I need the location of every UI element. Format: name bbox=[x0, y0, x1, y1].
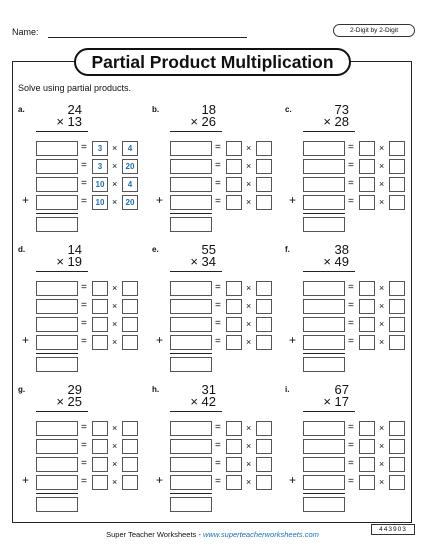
times-sign: × bbox=[112, 337, 118, 347]
factor-box-1[interactable]: 10 bbox=[92, 195, 108, 210]
factor-box-1[interactable] bbox=[226, 141, 242, 156]
factor-box-1[interactable] bbox=[226, 195, 242, 210]
equals-sign: = bbox=[81, 300, 87, 311]
times-sign: × bbox=[246, 179, 252, 189]
equals-sign: = bbox=[348, 318, 354, 329]
times-sign: × bbox=[379, 441, 385, 451]
equals-sign: = bbox=[81, 336, 87, 347]
equals-sign: = bbox=[81, 178, 87, 189]
times-sign: × bbox=[246, 197, 252, 207]
partial-product-row bbox=[152, 475, 272, 491]
partial-product-row bbox=[18, 439, 138, 455]
factor-box-1[interactable] bbox=[226, 457, 242, 472]
partial-product-row bbox=[285, 475, 405, 491]
factor-box-2[interactable] bbox=[256, 421, 272, 436]
times-sign: × bbox=[379, 459, 385, 469]
equals-sign: = bbox=[348, 160, 354, 171]
equals-sign: = bbox=[215, 318, 221, 329]
factor-box-2[interactable] bbox=[389, 299, 405, 314]
factor-box-1[interactable] bbox=[226, 159, 242, 174]
equals-sign: = bbox=[348, 458, 354, 469]
multiplier: × 28 bbox=[323, 114, 349, 129]
multiplicand: 29 bbox=[67, 382, 82, 397]
times-sign: × bbox=[246, 337, 252, 347]
factor-box-1[interactable] bbox=[226, 475, 242, 490]
factor-box-1[interactable] bbox=[359, 281, 375, 296]
equals-sign: = bbox=[215, 282, 221, 293]
times-sign: × bbox=[379, 179, 385, 189]
sum-rule bbox=[36, 353, 78, 354]
factor-box-1[interactable] bbox=[359, 177, 375, 192]
factor-box-2[interactable] bbox=[122, 475, 138, 490]
sum-rule bbox=[170, 353, 212, 354]
equals-sign: = bbox=[215, 300, 221, 311]
plus-sign: + bbox=[289, 473, 297, 487]
plus-sign: + bbox=[156, 333, 164, 347]
partial-product-row bbox=[18, 421, 138, 437]
partial-product-box[interactable] bbox=[170, 439, 212, 454]
sum-rule bbox=[36, 213, 78, 214]
partial-product-box[interactable] bbox=[36, 317, 78, 332]
problem-rule bbox=[36, 271, 88, 272]
times-sign: × bbox=[246, 319, 252, 329]
partial-product-row bbox=[285, 421, 405, 437]
factor-box-2[interactable] bbox=[122, 439, 138, 454]
equals-sign: = bbox=[215, 178, 221, 189]
partial-product-box[interactable] bbox=[170, 281, 212, 296]
equals-sign: = bbox=[81, 440, 87, 451]
multiplicand: 73 bbox=[334, 102, 349, 117]
factor-box-2[interactable] bbox=[256, 195, 272, 210]
plus-sign: + bbox=[289, 333, 297, 347]
partial-product-row bbox=[152, 317, 272, 333]
problem-label: c. bbox=[285, 105, 292, 114]
times-sign: × bbox=[112, 477, 118, 487]
problem-rule bbox=[170, 131, 222, 132]
factor-box-1[interactable] bbox=[92, 457, 108, 472]
final-answer-box[interactable] bbox=[170, 357, 212, 372]
multiplier: × 42 bbox=[190, 394, 216, 409]
problem-d bbox=[18, 242, 138, 375]
factor-box-1[interactable] bbox=[92, 335, 108, 350]
plus-sign: + bbox=[156, 193, 164, 207]
partial-product-row bbox=[285, 281, 405, 297]
times-sign: × bbox=[379, 477, 385, 487]
equals-sign: = bbox=[348, 142, 354, 153]
partial-product-box[interactable] bbox=[303, 177, 345, 192]
factor-box-1[interactable] bbox=[92, 439, 108, 454]
partial-product-box[interactable] bbox=[170, 299, 212, 314]
multiplicand: 38 bbox=[334, 242, 349, 257]
partial-product-box[interactable] bbox=[36, 195, 78, 210]
partial-product-row bbox=[18, 281, 138, 297]
factor-box-2[interactable] bbox=[122, 299, 138, 314]
partial-product-row bbox=[18, 177, 138, 193]
partial-product-row bbox=[152, 159, 272, 175]
equals-sign: = bbox=[348, 196, 354, 207]
plus-sign: + bbox=[22, 193, 30, 207]
factor-box-1[interactable] bbox=[226, 421, 242, 436]
times-sign: × bbox=[112, 179, 118, 189]
partial-product-row bbox=[152, 457, 272, 473]
problem-g bbox=[18, 382, 138, 515]
final-answer-box[interactable] bbox=[303, 357, 345, 372]
equals-sign: = bbox=[81, 458, 87, 469]
partial-product-box[interactable] bbox=[36, 475, 78, 490]
times-sign: × bbox=[379, 283, 385, 293]
partial-product-box[interactable] bbox=[303, 335, 345, 350]
problem-rule bbox=[170, 271, 222, 272]
name-label: Name: bbox=[12, 27, 39, 37]
factor-box-2[interactable]: 4 bbox=[122, 177, 138, 192]
partial-product-box[interactable] bbox=[303, 159, 345, 174]
factor-box-2[interactable] bbox=[389, 475, 405, 490]
problem-label: a. bbox=[18, 105, 25, 114]
times-sign: × bbox=[112, 459, 118, 469]
factor-box-1[interactable] bbox=[92, 475, 108, 490]
partial-product-row bbox=[152, 299, 272, 315]
multiplier: × 17 bbox=[323, 394, 349, 409]
equals-sign: = bbox=[81, 422, 87, 433]
partial-product-row bbox=[285, 159, 405, 175]
problem-rule bbox=[36, 131, 88, 132]
partial-product-box[interactable] bbox=[303, 421, 345, 436]
factor-box-2[interactable]: 20 bbox=[122, 159, 138, 174]
factor-box-1[interactable]: 3 bbox=[92, 141, 108, 156]
factor-box-1[interactable] bbox=[359, 421, 375, 436]
times-sign: × bbox=[112, 301, 118, 311]
problem-rule bbox=[36, 411, 88, 412]
plus-sign: + bbox=[289, 193, 297, 207]
footer-brand: Super Teacher Worksheets - bbox=[106, 530, 203, 539]
problem-label: f. bbox=[285, 245, 290, 254]
factor-box-1[interactable]: 3 bbox=[92, 159, 108, 174]
factor-box-1[interactable] bbox=[92, 317, 108, 332]
factor-box-2[interactable] bbox=[256, 335, 272, 350]
equals-sign: = bbox=[348, 178, 354, 189]
equals-sign: = bbox=[81, 160, 87, 171]
plus-sign: + bbox=[22, 333, 30, 347]
equals-sign: = bbox=[348, 300, 354, 311]
partial-product-box[interactable] bbox=[36, 421, 78, 436]
problem-rule bbox=[303, 131, 355, 132]
factor-box-2[interactable] bbox=[389, 439, 405, 454]
partial-product-box[interactable] bbox=[36, 457, 78, 472]
partial-product-row bbox=[18, 299, 138, 315]
factor-box-1[interactable] bbox=[359, 439, 375, 454]
factor-box-2[interactable] bbox=[389, 281, 405, 296]
sum-rule bbox=[303, 493, 345, 494]
multiplicand: 31 bbox=[201, 382, 216, 397]
sum-rule bbox=[303, 353, 345, 354]
times-sign: × bbox=[112, 283, 118, 293]
equals-sign: = bbox=[81, 476, 87, 487]
partial-product-row bbox=[152, 281, 272, 297]
factor-box-2[interactable] bbox=[389, 177, 405, 192]
partial-product-box[interactable] bbox=[303, 457, 345, 472]
multiplier: × 13 bbox=[56, 114, 82, 129]
equals-sign: = bbox=[81, 282, 87, 293]
times-sign: × bbox=[246, 161, 252, 171]
equals-sign: = bbox=[348, 422, 354, 433]
partial-product-row bbox=[152, 141, 272, 157]
times-sign: × bbox=[379, 301, 385, 311]
factor-box-1[interactable] bbox=[226, 281, 242, 296]
sum-rule bbox=[303, 213, 345, 214]
factor-box-2[interactable] bbox=[122, 421, 138, 436]
partial-product-box[interactable] bbox=[36, 177, 78, 192]
partial-product-box[interactable] bbox=[36, 141, 78, 156]
partial-product-box[interactable] bbox=[303, 439, 345, 454]
worksheet-code: 443903 bbox=[371, 524, 415, 535]
equals-sign: = bbox=[215, 336, 221, 347]
partial-product-box[interactable] bbox=[36, 299, 78, 314]
times-sign: × bbox=[246, 441, 252, 451]
footer bbox=[0, 530, 425, 539]
factor-box-1[interactable] bbox=[226, 177, 242, 192]
equals-sign: = bbox=[348, 476, 354, 487]
factor-box-1[interactable] bbox=[226, 439, 242, 454]
equals-sign: = bbox=[215, 142, 221, 153]
partial-product-row bbox=[18, 335, 138, 351]
factor-box-1[interactable] bbox=[359, 195, 375, 210]
partial-product-row bbox=[285, 299, 405, 315]
problem-label: d. bbox=[18, 245, 26, 254]
partial-product-box[interactable] bbox=[303, 281, 345, 296]
factor-box-1[interactable] bbox=[359, 299, 375, 314]
final-answer-box[interactable] bbox=[170, 497, 212, 512]
partial-product-box[interactable] bbox=[170, 475, 212, 490]
equals-sign: = bbox=[215, 160, 221, 171]
partial-product-row bbox=[285, 141, 405, 157]
problem-rule bbox=[170, 411, 222, 412]
partial-product-box[interactable] bbox=[303, 195, 345, 210]
times-sign: × bbox=[112, 161, 118, 171]
times-sign: × bbox=[112, 319, 118, 329]
factor-box-2[interactable] bbox=[389, 421, 405, 436]
partial-product-box[interactable] bbox=[36, 159, 78, 174]
times-sign: × bbox=[246, 143, 252, 153]
partial-product-row bbox=[285, 439, 405, 455]
factor-box-1[interactable] bbox=[92, 421, 108, 436]
factor-box-2[interactable] bbox=[389, 317, 405, 332]
multiplier: × 25 bbox=[56, 394, 82, 409]
footer-url[interactable]: www.superteacherworksheets.com bbox=[202, 530, 319, 539]
times-sign: × bbox=[112, 197, 118, 207]
factor-box-2[interactable] bbox=[256, 159, 272, 174]
problem-h bbox=[152, 382, 272, 515]
sum-rule bbox=[36, 493, 78, 494]
partial-product-box[interactable] bbox=[170, 141, 212, 156]
partial-product-row bbox=[152, 421, 272, 437]
problem-rule bbox=[303, 271, 355, 272]
final-answer-box[interactable] bbox=[303, 497, 345, 512]
partial-product-row bbox=[285, 317, 405, 333]
equals-sign: = bbox=[348, 282, 354, 293]
problem-label: i. bbox=[285, 385, 290, 394]
sum-rule bbox=[170, 213, 212, 214]
factor-box-1[interactable] bbox=[359, 475, 375, 490]
equals-sign: = bbox=[215, 196, 221, 207]
partial-product-row bbox=[18, 457, 138, 473]
factor-box-2[interactable] bbox=[389, 335, 405, 350]
times-sign: × bbox=[246, 283, 252, 293]
factor-box-2[interactable] bbox=[389, 159, 405, 174]
partial-product-box[interactable] bbox=[170, 177, 212, 192]
factor-box-1[interactable]: 10 bbox=[92, 177, 108, 192]
factor-box-2[interactable] bbox=[122, 457, 138, 472]
multiplicand: 24 bbox=[67, 102, 82, 117]
partial-product-row bbox=[18, 159, 138, 175]
factor-box-1[interactable] bbox=[92, 299, 108, 314]
equals-sign: = bbox=[215, 440, 221, 451]
partial-product-row bbox=[152, 335, 272, 351]
times-sign: × bbox=[246, 423, 252, 433]
times-sign: × bbox=[112, 423, 118, 433]
factor-box-2[interactable] bbox=[122, 317, 138, 332]
factor-box-2[interactable] bbox=[389, 457, 405, 472]
partial-product-row bbox=[18, 475, 138, 491]
final-answer-box[interactable] bbox=[36, 217, 78, 232]
equals-sign: = bbox=[81, 196, 87, 207]
equals-sign: = bbox=[215, 476, 221, 487]
factor-box-2[interactable] bbox=[122, 335, 138, 350]
factor-box-1[interactable] bbox=[226, 317, 242, 332]
partial-product-box[interactable] bbox=[303, 317, 345, 332]
partial-product-box[interactable] bbox=[170, 195, 212, 210]
factor-box-1[interactable] bbox=[359, 317, 375, 332]
partial-product-box[interactable] bbox=[303, 141, 345, 156]
factor-box-2[interactable] bbox=[256, 457, 272, 472]
multiplicand: 55 bbox=[201, 242, 216, 257]
problem-c bbox=[285, 102, 405, 235]
multiplicand: 67 bbox=[334, 382, 349, 397]
factor-box-2[interactable] bbox=[256, 299, 272, 314]
partial-product-row bbox=[152, 439, 272, 455]
partial-product-box[interactable] bbox=[36, 439, 78, 454]
final-answer-box[interactable] bbox=[303, 217, 345, 232]
final-answer-box[interactable] bbox=[170, 217, 212, 232]
equals-sign: = bbox=[215, 458, 221, 469]
factor-box-2[interactable] bbox=[256, 141, 272, 156]
partial-product-row bbox=[285, 335, 405, 351]
times-sign: × bbox=[379, 143, 385, 153]
factor-box-1[interactable] bbox=[226, 299, 242, 314]
times-sign: × bbox=[379, 161, 385, 171]
final-answer-box[interactable] bbox=[36, 497, 78, 512]
name-line[interactable] bbox=[48, 37, 247, 38]
factor-box-2[interactable] bbox=[256, 317, 272, 332]
partial-product-row bbox=[285, 195, 405, 211]
problem-label: h. bbox=[152, 385, 160, 394]
times-sign: × bbox=[246, 477, 252, 487]
factor-box-2[interactable]: 20 bbox=[122, 195, 138, 210]
final-answer-box[interactable] bbox=[36, 357, 78, 372]
problem-e bbox=[152, 242, 272, 375]
partial-product-box[interactable] bbox=[36, 281, 78, 296]
problem-label: g. bbox=[18, 385, 26, 394]
factor-box-2[interactable] bbox=[256, 177, 272, 192]
factor-box-1[interactable] bbox=[92, 281, 108, 296]
multiplier: × 49 bbox=[323, 254, 349, 269]
problem-label: e. bbox=[152, 245, 159, 254]
times-sign: × bbox=[246, 301, 252, 311]
factor-box-2[interactable] bbox=[389, 195, 405, 210]
partial-product-row bbox=[285, 457, 405, 473]
multiplicand: 18 bbox=[201, 102, 216, 117]
page-title: Partial Product Multiplication bbox=[74, 48, 351, 76]
equals-sign: = bbox=[348, 440, 354, 451]
equals-sign: = bbox=[81, 318, 87, 329]
partial-product-box[interactable] bbox=[170, 335, 212, 350]
times-sign: × bbox=[112, 441, 118, 451]
problem-b bbox=[152, 102, 272, 235]
sum-rule bbox=[170, 493, 212, 494]
partial-product-box[interactable] bbox=[303, 475, 345, 490]
partial-product-row bbox=[285, 177, 405, 193]
factor-box-2[interactable] bbox=[122, 281, 138, 296]
partial-product-box[interactable] bbox=[170, 317, 212, 332]
factor-box-2[interactable] bbox=[256, 475, 272, 490]
multiplicand: 14 bbox=[67, 242, 82, 257]
partial-product-row bbox=[152, 195, 272, 211]
times-sign: × bbox=[379, 197, 385, 207]
factor-box-1[interactable] bbox=[359, 457, 375, 472]
factor-box-1[interactable] bbox=[226, 335, 242, 350]
partial-product-box[interactable] bbox=[170, 421, 212, 436]
partial-product-box[interactable] bbox=[303, 299, 345, 314]
multiplier: × 26 bbox=[190, 114, 216, 129]
partial-product-row bbox=[152, 177, 272, 193]
problem-rule bbox=[303, 411, 355, 412]
level-badge: 2-Digit by 2-Digit bbox=[333, 24, 415, 37]
problem-label: b. bbox=[152, 105, 160, 114]
factor-box-1[interactable] bbox=[359, 335, 375, 350]
factor-box-1[interactable] bbox=[359, 141, 375, 156]
equals-sign: = bbox=[81, 142, 87, 153]
partial-product-box[interactable] bbox=[170, 457, 212, 472]
factor-box-2[interactable]: 4 bbox=[122, 141, 138, 156]
factor-box-2[interactable] bbox=[389, 141, 405, 156]
problem-a bbox=[18, 102, 138, 235]
partial-product-box[interactable] bbox=[170, 159, 212, 174]
times-sign: × bbox=[112, 143, 118, 153]
times-sign: × bbox=[379, 337, 385, 347]
times-sign: × bbox=[246, 459, 252, 469]
multiplier: × 34 bbox=[190, 254, 216, 269]
problem-i bbox=[285, 382, 405, 515]
partial-product-box[interactable] bbox=[36, 335, 78, 350]
partial-product-row bbox=[18, 317, 138, 333]
multiplier: × 19 bbox=[56, 254, 82, 269]
instructions: Solve using partial products. bbox=[18, 83, 132, 93]
factor-box-1[interactable] bbox=[359, 159, 375, 174]
factor-box-2[interactable] bbox=[256, 439, 272, 454]
partial-product-row bbox=[18, 195, 138, 211]
equals-sign: = bbox=[215, 422, 221, 433]
partial-product-row bbox=[18, 141, 138, 157]
times-sign: × bbox=[379, 319, 385, 329]
times-sign: × bbox=[379, 423, 385, 433]
problem-f bbox=[285, 242, 405, 375]
plus-sign: + bbox=[22, 473, 30, 487]
plus-sign: + bbox=[156, 473, 164, 487]
equals-sign: = bbox=[348, 336, 354, 347]
factor-box-2[interactable] bbox=[256, 281, 272, 296]
